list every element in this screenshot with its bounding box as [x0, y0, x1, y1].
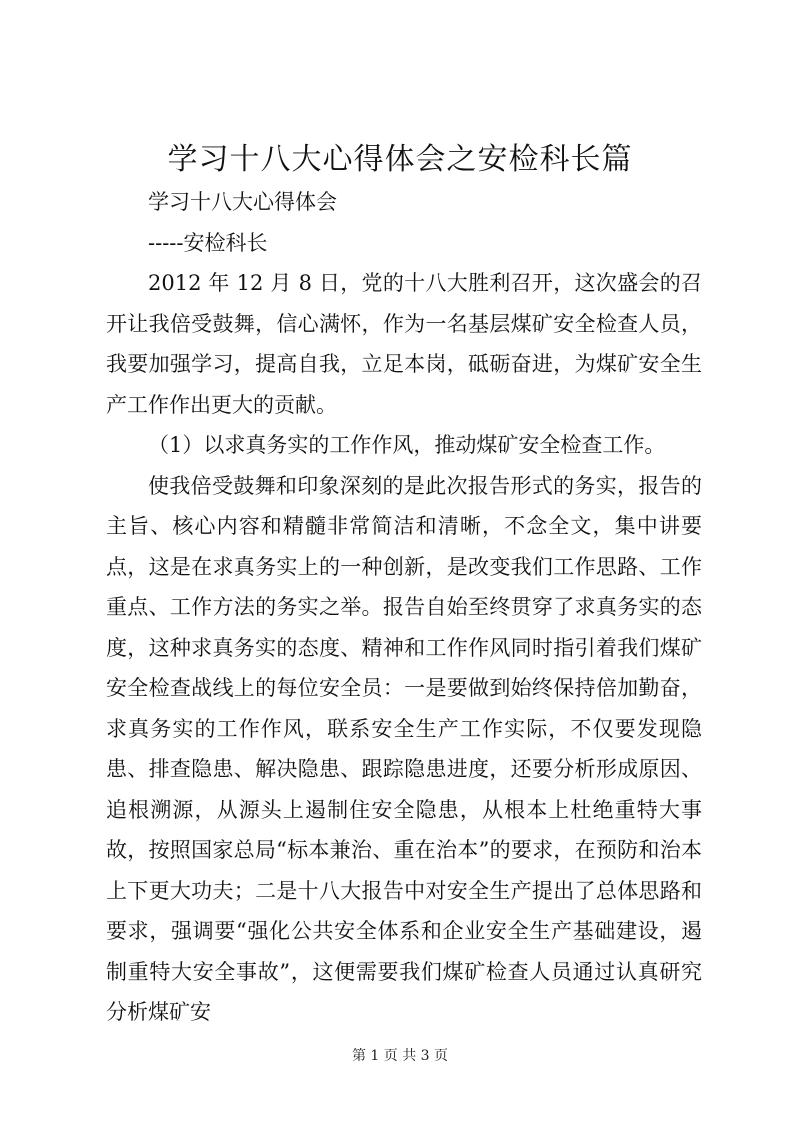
section-heading: （1）以求真务实的工作作风，推动煤矿安全检查工作。: [148, 433, 666, 457]
document-body: [106, 182, 702, 1033]
page-footer: 第 1 页 共 3 页: [351, 1048, 449, 1064]
document-title: 学习十八大心得体会之安检科长篇: [167, 142, 633, 177]
intro-paragraph: 2012 年 12 月 8 日，党的十八大胜利召开，这次盛会的召开让我倍受鼓舞，信心满怀，作为一名基层煤矿安全检查人员，我要加强学习，提高自我，立足本岗，砥砺奋进，为煤矿安全生产工作作出更大的贡献。: [106, 271, 702, 417]
author-line: -----安检科长: [148, 230, 268, 255]
subtitle-paragraph: 学习十八大心得体会: [148, 190, 337, 214]
body-paragraph: 使我倍受鼓舞和印象深刻的是此次报告形式的务实，报告的主旨、核心内容和精髓非常简洁和清晰，不念全文，集中讲要点，这是在求真务实上的一种创新，是改变我们工作思路、工作重点、工作方法的务实之举。报告自始至终贯穿了求真务实的态度，这种求真务实的态度、精神和工作作风同时指引着我们煤矿安全检查战线上的每位安全员：一是要做到始终保持倍加勤奋，求真务实的工作作风，联系安全生产工作实际，不仅要发现隐患、排查隐患、解决隐患、跟踪隐患进度，还要分析形成原因、追根溯源，从源头上遏制住安全隐患，从根本上杜绝重特大事故，按照国家总局“标本兼治、重在治本”的要求，在预防和治本上下更大功夫；二是十八大报告中对安全生产提出了总体思路和要求，强调要“强化公共安全体系和企业安全生产基础建设，遏制重特大安全事故”，这便需要我们煤矿检查人员通过认真研究分析煤矿安: [106, 473, 702, 1024]
